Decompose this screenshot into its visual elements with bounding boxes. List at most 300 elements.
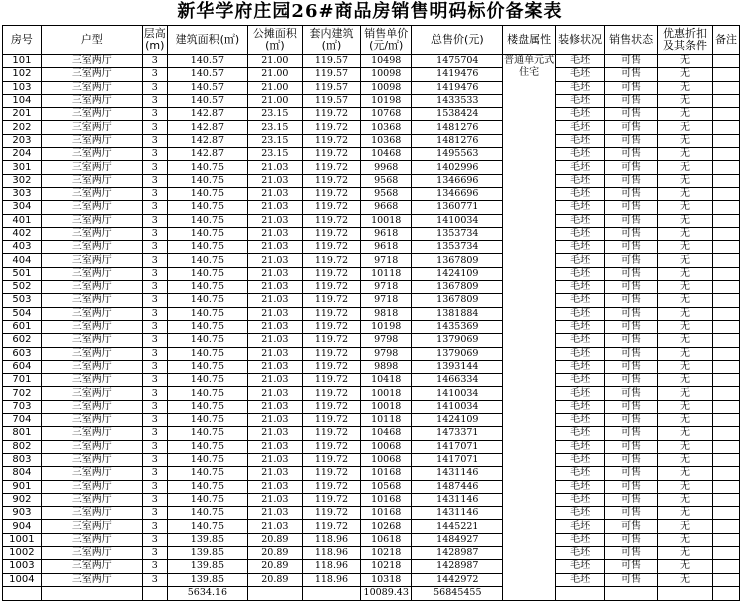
cell-shared: 21.03 xyxy=(248,374,303,387)
cell-price: 10468 xyxy=(361,148,412,161)
cell-height: 3 xyxy=(142,520,167,533)
cell-price: 10018 xyxy=(361,214,412,227)
cell-shared: 21.00 xyxy=(248,55,303,68)
cell-height: 3 xyxy=(142,241,167,254)
header-unit-price: 销售单价(元/㎡) xyxy=(361,26,412,55)
cell-remarks xyxy=(713,467,740,480)
cell-height: 3 xyxy=(142,214,167,227)
cell-total: 1367809 xyxy=(412,294,503,307)
cell-price: 10368 xyxy=(361,134,412,147)
cell-price: 10468 xyxy=(361,427,412,440)
cell-area: 139.85 xyxy=(167,560,247,573)
cell-price: 10168 xyxy=(361,467,412,480)
cell-type: 三室两厅 xyxy=(41,81,142,94)
cell-type: 三室两厅 xyxy=(41,134,142,147)
cell-shared: 21.03 xyxy=(248,453,303,466)
cell-type: 三室两厅 xyxy=(41,414,142,427)
cell-status: 可售 xyxy=(605,467,657,480)
cell-discount: 无 xyxy=(657,320,712,333)
cell-room: 702 xyxy=(3,387,42,400)
table-row xyxy=(3,533,740,546)
cell-price: 10218 xyxy=(361,546,412,559)
cell-remarks xyxy=(713,507,740,520)
cell-deco: 毛坯 xyxy=(555,81,605,94)
cell-shared: 21.03 xyxy=(248,360,303,373)
cell-total: 1410034 xyxy=(412,400,503,413)
cell-discount: 无 xyxy=(657,560,712,573)
cell-inner: 119.72 xyxy=(302,387,361,400)
cell-inner: 119.72 xyxy=(302,480,361,493)
cell-status: 可售 xyxy=(605,281,657,294)
cell-total: 1419476 xyxy=(412,68,503,81)
cell-type: 三室两厅 xyxy=(41,467,142,480)
cell-discount: 无 xyxy=(657,81,712,94)
cell-remarks xyxy=(713,148,740,161)
cell-height: 3 xyxy=(142,320,167,333)
cell-height: 3 xyxy=(142,281,167,294)
cell-type: 三室两厅 xyxy=(41,148,142,161)
total-area: 5634.16 xyxy=(167,586,247,600)
table-row xyxy=(3,94,740,107)
cell-shared: 21.03 xyxy=(248,507,303,520)
cell-type: 三室两厅 xyxy=(41,533,142,546)
cell-deco: 毛坯 xyxy=(555,254,605,267)
cell-remarks xyxy=(713,387,740,400)
cell-inner: 119.57 xyxy=(302,81,361,94)
cell-remarks xyxy=(713,546,740,559)
cell-deco: 毛坯 xyxy=(555,201,605,214)
cell-total: 1431146 xyxy=(412,493,503,506)
cell-area: 140.75 xyxy=(167,267,247,280)
cell-room: 801 xyxy=(3,427,42,440)
cell-deco: 毛坯 xyxy=(555,533,605,546)
cell-area: 140.75 xyxy=(167,347,247,360)
cell-type: 三室两厅 xyxy=(41,307,142,320)
cell-discount: 无 xyxy=(657,68,712,81)
cell-height: 3 xyxy=(142,148,167,161)
cell-area: 140.75 xyxy=(167,201,247,214)
cell-inner: 119.72 xyxy=(302,334,361,347)
cell-total: 1346696 xyxy=(412,187,503,200)
cell-deco: 毛坯 xyxy=(555,161,605,174)
cell-discount: 无 xyxy=(657,467,712,480)
cell-discount: 无 xyxy=(657,121,712,134)
cell-status: 可售 xyxy=(605,520,657,533)
page-title: 新华学府庄园26#商品房销售明码标价备案表 xyxy=(177,1,563,22)
cell-remarks xyxy=(713,81,740,94)
cell-total: 1379069 xyxy=(412,334,503,347)
cell-price: 10218 xyxy=(361,560,412,573)
cell-total: 1428987 xyxy=(412,560,503,573)
cell-shared: 23.15 xyxy=(248,134,303,147)
cell-total: 1417071 xyxy=(412,440,503,453)
cell-area: 140.75 xyxy=(167,174,247,187)
table-row xyxy=(3,121,740,134)
cell-discount: 无 xyxy=(657,387,712,400)
cell-discount: 无 xyxy=(657,267,712,280)
table-row xyxy=(3,573,740,586)
cell-price: 10498 xyxy=(361,55,412,68)
cell-total: 1402996 xyxy=(412,161,503,174)
cell-height: 3 xyxy=(142,400,167,413)
cell-area: 140.75 xyxy=(167,187,247,200)
cell-discount: 无 xyxy=(657,55,712,68)
cell-type: 三室两厅 xyxy=(41,493,142,506)
table-row xyxy=(3,294,740,307)
cell-deco: 毛坯 xyxy=(555,334,605,347)
cell-remarks xyxy=(713,227,740,240)
cell-price: 9668 xyxy=(361,201,412,214)
cell-deco: 毛坯 xyxy=(555,387,605,400)
table-row xyxy=(3,493,740,506)
cell-deco: 毛坯 xyxy=(555,307,605,320)
table-row xyxy=(3,334,740,347)
cell-type: 三室两厅 xyxy=(41,174,142,187)
table-row xyxy=(3,68,740,81)
table-row xyxy=(3,81,740,94)
cell-shared: 21.00 xyxy=(248,68,303,81)
header-sale-status: 销售状态 xyxy=(605,26,657,55)
cell-inner: 119.72 xyxy=(302,161,361,174)
cell-remarks xyxy=(713,68,740,81)
cell-remarks xyxy=(713,121,740,134)
cell-price: 9798 xyxy=(361,334,412,347)
cell-total: 1360771 xyxy=(412,201,503,214)
header-property-attr: 楼盘属性 xyxy=(503,26,555,55)
cell-room: 1001 xyxy=(3,533,42,546)
table-row xyxy=(3,267,740,280)
cell-status: 可售 xyxy=(605,347,657,360)
cell-area: 140.75 xyxy=(167,480,247,493)
cell-deco: 毛坯 xyxy=(555,347,605,360)
cell-discount: 无 xyxy=(657,400,712,413)
cell-area: 140.75 xyxy=(167,214,247,227)
cell-total: 1353734 xyxy=(412,227,503,240)
cell-total: 1410034 xyxy=(412,214,503,227)
cell-room: 1002 xyxy=(3,546,42,559)
cell-inner: 119.72 xyxy=(302,307,361,320)
cell-area: 140.75 xyxy=(167,440,247,453)
cell-room: 804 xyxy=(3,467,42,480)
cell-price: 10198 xyxy=(361,94,412,107)
cell-shared: 21.03 xyxy=(248,294,303,307)
cell-price: 10068 xyxy=(361,440,412,453)
table-row xyxy=(3,414,740,427)
cell-area: 142.87 xyxy=(167,121,247,134)
total-empty-cell xyxy=(248,586,303,600)
cell-status: 可售 xyxy=(605,546,657,559)
cell-shared: 21.03 xyxy=(248,241,303,254)
cell-price: 10618 xyxy=(361,533,412,546)
cell-total: 1538424 xyxy=(412,108,503,121)
cell-deco: 毛坯 xyxy=(555,320,605,333)
table-row xyxy=(3,227,740,240)
cell-inner: 119.72 xyxy=(302,493,361,506)
cell-inner: 119.57 xyxy=(302,68,361,81)
cell-area: 140.57 xyxy=(167,94,247,107)
cell-area: 140.75 xyxy=(167,294,247,307)
cell-area: 140.75 xyxy=(167,374,247,387)
cell-type: 三室两厅 xyxy=(41,121,142,134)
cell-total: 1428987 xyxy=(412,546,503,559)
cell-inner: 118.96 xyxy=(302,533,361,546)
cell-height: 3 xyxy=(142,493,167,506)
cell-area: 140.75 xyxy=(167,227,247,240)
cell-type: 三室两厅 xyxy=(41,374,142,387)
table-row xyxy=(3,187,740,200)
cell-remarks xyxy=(713,320,740,333)
cell-inner: 119.57 xyxy=(302,55,361,68)
cell-height: 3 xyxy=(142,174,167,187)
cell-area: 139.85 xyxy=(167,573,247,586)
cell-inner: 119.72 xyxy=(302,320,361,333)
cell-status: 可售 xyxy=(605,174,657,187)
cell-price: 9898 xyxy=(361,360,412,373)
cell-type: 三室两厅 xyxy=(41,546,142,559)
cell-shared: 21.03 xyxy=(248,427,303,440)
cell-remarks xyxy=(713,267,740,280)
cell-status: 可售 xyxy=(605,414,657,427)
cell-shared: 21.03 xyxy=(248,174,303,187)
cell-deco: 毛坯 xyxy=(555,174,605,187)
cell-status: 可售 xyxy=(605,81,657,94)
cell-remarks xyxy=(713,414,740,427)
cell-height: 3 xyxy=(142,387,167,400)
cell-room: 1003 xyxy=(3,560,42,573)
table-row xyxy=(3,387,740,400)
cell-status: 可售 xyxy=(605,360,657,373)
cell-deco: 毛坯 xyxy=(555,214,605,227)
header-total-price: 总售价(元) xyxy=(412,26,503,55)
cell-price: 10318 xyxy=(361,573,412,586)
cell-price: 10168 xyxy=(361,507,412,520)
cell-deco: 毛坯 xyxy=(555,241,605,254)
cell-status: 可售 xyxy=(605,320,657,333)
cell-type: 三室两厅 xyxy=(41,480,142,493)
cell-total: 1419476 xyxy=(412,81,503,94)
cell-status: 可售 xyxy=(605,387,657,400)
cell-status: 可售 xyxy=(605,507,657,520)
cell-area: 140.75 xyxy=(167,520,247,533)
cell-remarks xyxy=(713,134,740,147)
cell-height: 3 xyxy=(142,187,167,200)
cell-discount: 无 xyxy=(657,174,712,187)
cell-type: 三室两厅 xyxy=(41,161,142,174)
cell-room: 904 xyxy=(3,520,42,533)
cell-price: 10118 xyxy=(361,267,412,280)
table-row xyxy=(3,520,740,533)
cell-inner: 119.72 xyxy=(302,294,361,307)
cell-type: 三室两厅 xyxy=(41,254,142,267)
cell-inner: 119.72 xyxy=(302,400,361,413)
cell-type: 三室两厅 xyxy=(41,214,142,227)
table-row xyxy=(3,480,740,493)
cell-shared: 21.03 xyxy=(248,347,303,360)
cell-status: 可售 xyxy=(605,493,657,506)
table-row xyxy=(3,201,740,214)
total-total_price: 56845455 xyxy=(412,586,503,600)
cell-status: 可售 xyxy=(605,94,657,107)
cell-height: 3 xyxy=(142,467,167,480)
total-empty-cell xyxy=(302,586,361,600)
table-row xyxy=(3,320,740,333)
cell-height: 3 xyxy=(142,334,167,347)
cell-deco: 毛坯 xyxy=(555,94,605,107)
cell-room: 102 xyxy=(3,68,42,81)
cell-deco: 毛坯 xyxy=(555,573,605,586)
cell-type: 三室两厅 xyxy=(41,187,142,200)
total-empty-cell xyxy=(657,586,712,600)
cell-shared: 23.15 xyxy=(248,121,303,134)
cell-shared: 21.03 xyxy=(248,214,303,227)
cell-shared: 21.03 xyxy=(248,281,303,294)
cell-total: 1367809 xyxy=(412,281,503,294)
cell-inner: 118.96 xyxy=(302,573,361,586)
cell-shared: 23.15 xyxy=(248,108,303,121)
cell-type: 三室两厅 xyxy=(41,334,142,347)
cell-price: 10568 xyxy=(361,480,412,493)
header-building-area: 建筑面积(㎡) xyxy=(167,26,247,55)
table-row xyxy=(3,546,740,559)
table-row xyxy=(3,55,740,68)
cell-status: 可售 xyxy=(605,148,657,161)
cell-room: 901 xyxy=(3,480,42,493)
cell-inner: 119.72 xyxy=(302,134,361,147)
cell-discount: 无 xyxy=(657,347,712,360)
cell-status: 可售 xyxy=(605,440,657,453)
cell-room: 803 xyxy=(3,453,42,466)
cell-discount: 无 xyxy=(657,360,712,373)
cell-area: 140.75 xyxy=(167,241,247,254)
cell-height: 3 xyxy=(142,414,167,427)
cell-shared: 21.03 xyxy=(248,387,303,400)
cell-room: 302 xyxy=(3,174,42,187)
cell-shared: 21.03 xyxy=(248,520,303,533)
cell-room: 202 xyxy=(3,121,42,134)
cell-area: 140.57 xyxy=(167,68,247,81)
cell-discount: 无 xyxy=(657,480,712,493)
cell-discount: 无 xyxy=(657,281,712,294)
cell-type: 三室两厅 xyxy=(41,387,142,400)
header-floor-height: 层高(m) xyxy=(142,26,167,55)
cell-height: 3 xyxy=(142,227,167,240)
cell-status: 可售 xyxy=(605,294,657,307)
cell-shared: 21.03 xyxy=(248,400,303,413)
totals-row xyxy=(3,586,740,600)
cell-deco: 毛坯 xyxy=(555,467,605,480)
cell-remarks xyxy=(713,374,740,387)
table-row xyxy=(3,161,740,174)
cell-area: 142.87 xyxy=(167,108,247,121)
cell-height: 3 xyxy=(142,347,167,360)
cell-deco: 毛坯 xyxy=(555,507,605,520)
cell-status: 可售 xyxy=(605,121,657,134)
cell-inner: 119.72 xyxy=(302,507,361,520)
cell-total: 1379069 xyxy=(412,347,503,360)
cell-height: 3 xyxy=(142,374,167,387)
cell-total: 1410034 xyxy=(412,387,503,400)
cell-discount: 无 xyxy=(657,134,712,147)
cell-deco: 毛坯 xyxy=(555,121,605,134)
cell-inner: 119.72 xyxy=(302,467,361,480)
cell-discount: 无 xyxy=(657,161,712,174)
table-row xyxy=(3,108,740,121)
total-empty-cell xyxy=(605,586,657,600)
cell-room: 403 xyxy=(3,241,42,254)
cell-room: 203 xyxy=(3,134,42,147)
cell-shared: 21.03 xyxy=(248,440,303,453)
cell-shared: 20.89 xyxy=(248,533,303,546)
cell-status: 可售 xyxy=(605,334,657,347)
cell-remarks xyxy=(713,55,740,68)
cell-total: 1475704 xyxy=(412,55,503,68)
cell-shared: 21.03 xyxy=(248,267,303,280)
table-row xyxy=(3,453,740,466)
cell-shared: 21.03 xyxy=(248,201,303,214)
total-empty-cell xyxy=(713,586,740,600)
cell-height: 3 xyxy=(142,108,167,121)
cell-remarks xyxy=(713,108,740,121)
cell-status: 可售 xyxy=(605,453,657,466)
cell-room: 201 xyxy=(3,108,42,121)
cell-total: 1381884 xyxy=(412,307,503,320)
cell-area: 140.75 xyxy=(167,254,247,267)
cell-inner: 119.72 xyxy=(302,148,361,161)
cell-total: 1346696 xyxy=(412,174,503,187)
cell-area: 140.57 xyxy=(167,55,247,68)
cell-type: 三室两厅 xyxy=(41,68,142,81)
cell-area: 140.75 xyxy=(167,281,247,294)
property-attr-cell: 普通单元式住宅 xyxy=(503,55,555,601)
table-row xyxy=(3,214,740,227)
cell-remarks xyxy=(713,201,740,214)
cell-remarks xyxy=(713,307,740,320)
cell-height: 3 xyxy=(142,560,167,573)
cell-price: 9818 xyxy=(361,307,412,320)
cell-deco: 毛坯 xyxy=(555,134,605,147)
cell-discount: 无 xyxy=(657,241,712,254)
cell-type: 三室两厅 xyxy=(41,267,142,280)
cell-total: 1435369 xyxy=(412,320,503,333)
cell-inner: 119.72 xyxy=(302,281,361,294)
cell-discount: 无 xyxy=(657,254,712,267)
cell-room: 604 xyxy=(3,360,42,373)
cell-total: 1393144 xyxy=(412,360,503,373)
cell-status: 可售 xyxy=(605,108,657,121)
header-room: 房号 xyxy=(3,26,42,55)
cell-remarks xyxy=(713,400,740,413)
cell-type: 三室两厅 xyxy=(41,241,142,254)
cell-type: 三室两厅 xyxy=(41,400,142,413)
cell-inner: 119.72 xyxy=(302,241,361,254)
cell-inner: 119.72 xyxy=(302,187,361,200)
cell-room: 802 xyxy=(3,440,42,453)
cell-status: 可售 xyxy=(605,573,657,586)
cell-deco: 毛坯 xyxy=(555,480,605,493)
cell-area: 140.75 xyxy=(167,307,247,320)
cell-shared: 21.03 xyxy=(248,334,303,347)
cell-area: 139.85 xyxy=(167,546,247,559)
cell-remarks xyxy=(713,94,740,107)
cell-deco: 毛坯 xyxy=(555,108,605,121)
cell-type: 三室两厅 xyxy=(41,440,142,453)
cell-deco: 毛坯 xyxy=(555,360,605,373)
cell-remarks xyxy=(713,493,740,506)
cell-price: 10098 xyxy=(361,81,412,94)
cell-type: 三室两厅 xyxy=(41,453,142,466)
cell-price: 10018 xyxy=(361,400,412,413)
header-unit-type: 户型 xyxy=(41,26,142,55)
